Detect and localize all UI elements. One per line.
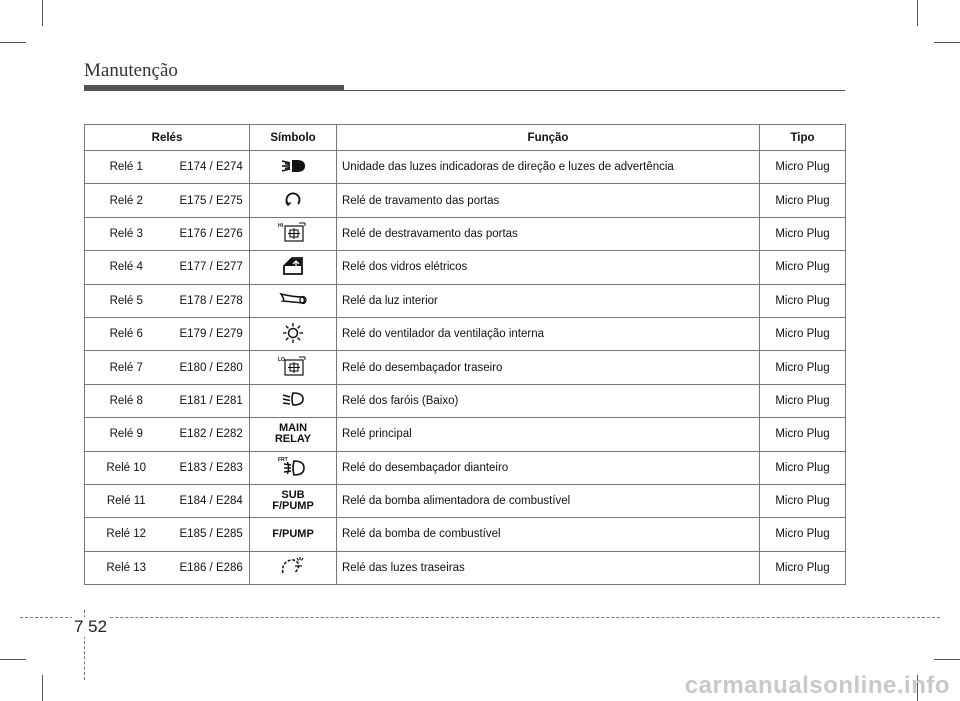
table-row bbox=[85, 317, 846, 350]
column-header-simbolo: Símbolo bbox=[250, 125, 337, 151]
table-row bbox=[85, 418, 846, 451]
relay-lo-icon bbox=[277, 355, 309, 380]
relay-code-cell: E183 / E283 bbox=[168, 451, 250, 484]
relay-symbol-cell bbox=[250, 317, 337, 350]
table-row bbox=[85, 551, 846, 584]
relay-type-cell: Micro Plug bbox=[760, 484, 846, 517]
table-row bbox=[85, 384, 846, 417]
relay-symbol-cell bbox=[250, 451, 337, 484]
relay-type-cell: Micro Plug bbox=[760, 451, 846, 484]
table-row bbox=[85, 451, 846, 484]
relay-type-cell: Micro Plug bbox=[760, 184, 846, 217]
power-window-icon bbox=[281, 256, 305, 279]
section-title: Manutenção bbox=[84, 60, 178, 81]
relay-function-cell: Relé dos vidros elétricos bbox=[337, 251, 760, 284]
relay-table bbox=[84, 124, 846, 585]
relay-code-cell: E177 / E277 bbox=[168, 251, 250, 284]
table-header-row bbox=[85, 125, 846, 151]
relay-name-cell: Relé 4 bbox=[85, 251, 168, 284]
relay-function-cell: Relé do ventilador da ventilação interna bbox=[337, 317, 760, 350]
relay-code-cell: E174 / E274 bbox=[168, 151, 250, 184]
relay-type-cell: Micro Plug bbox=[760, 551, 846, 584]
relay-function-cell: Relé principal bbox=[337, 418, 760, 451]
relay-code-cell: E179 / E279 bbox=[168, 317, 250, 350]
relay-symbol-cell bbox=[250, 518, 337, 551]
relay-function-cell: Relé dos faróis (Baixo) bbox=[337, 384, 760, 417]
horn-icon bbox=[279, 291, 307, 310]
relay-code-cell: E186 / E286 bbox=[168, 551, 250, 584]
relay-symbol-cell bbox=[250, 384, 337, 417]
table-row bbox=[85, 184, 846, 217]
low-beam-icon bbox=[281, 390, 305, 411]
relay-function-cell: Relé de travamento das portas bbox=[337, 184, 760, 217]
relay-symbol-cell bbox=[250, 418, 337, 451]
svg-text:LO: LO bbox=[278, 357, 285, 364]
column-header-tipo: Tipo bbox=[760, 125, 846, 151]
relay-symbol-cell bbox=[250, 251, 337, 284]
relay-symbol-cell bbox=[250, 551, 337, 584]
relay-code-cell: E176 / E276 bbox=[168, 217, 250, 250]
turn-signal-hazard-icon bbox=[279, 157, 307, 178]
relay-name-cell: Relé 11 bbox=[85, 484, 168, 517]
relay-function-cell: Relé da luz interior bbox=[337, 284, 760, 317]
table-row bbox=[85, 284, 846, 317]
table-row bbox=[85, 217, 846, 250]
table-row bbox=[85, 484, 846, 517]
column-header-funcao: Função bbox=[337, 125, 760, 151]
relay-name-cell: Relé 9 bbox=[85, 418, 168, 451]
crop-mark bbox=[0, 42, 26, 43]
relay-name-cell: Relé 1 bbox=[85, 151, 168, 184]
relay-symbol-cell bbox=[250, 151, 337, 184]
relay-function-cell: Relé do desembaçador dianteiro bbox=[337, 451, 760, 484]
crop-mark bbox=[934, 42, 960, 43]
relay-type-cell: Micro Plug bbox=[760, 151, 846, 184]
relay-name-cell: Relé 2 bbox=[85, 184, 168, 217]
crop-mark bbox=[42, 0, 43, 26]
tail-lamp-icon bbox=[280, 555, 306, 580]
relay-type-cell: Micro Plug bbox=[760, 317, 846, 350]
crop-mark bbox=[42, 675, 43, 701]
relay-name-cell: Relé 6 bbox=[85, 317, 168, 350]
relay-name-cell: Relé 3 bbox=[85, 217, 168, 250]
relay-code-cell: E181 / E281 bbox=[168, 384, 250, 417]
relay-code-cell: E180 / E280 bbox=[168, 351, 250, 384]
relay-code-cell: E182 / E282 bbox=[168, 418, 250, 451]
watermark: carmanualsonline.info bbox=[684, 672, 950, 699]
relay-hi-icon bbox=[277, 221, 309, 246]
relay-type-cell: Micro Plug bbox=[760, 284, 846, 317]
relay-type-cell: Micro Plug bbox=[760, 384, 846, 417]
door-lock-icon bbox=[282, 189, 304, 212]
relay-code-cell: E178 / E278 bbox=[168, 284, 250, 317]
relay-symbol-cell bbox=[250, 484, 337, 517]
relay-symbol-cell bbox=[250, 284, 337, 317]
sun-light-icon bbox=[282, 322, 304, 347]
svg-text:HI: HI bbox=[278, 223, 283, 230]
title-underline-bar bbox=[84, 85, 344, 91]
relay-name-cell: Relé 13 bbox=[85, 551, 168, 584]
crop-mark bbox=[934, 659, 960, 660]
table-row bbox=[85, 351, 846, 384]
table-row bbox=[85, 151, 846, 184]
relay-function-cell: Relé de destravamento das portas bbox=[337, 217, 760, 250]
relay-name-cell: Relé 5 bbox=[85, 284, 168, 317]
relay-symbol-text: MAIN RELAY bbox=[274, 422, 312, 446]
table-row bbox=[85, 251, 846, 284]
relay-symbol-cell bbox=[250, 217, 337, 250]
relay-type-cell: Micro Plug bbox=[760, 418, 846, 451]
page-number: 7 52 bbox=[74, 617, 108, 636]
relay-name-cell: Relé 12 bbox=[85, 518, 168, 551]
relay-symbol-text: F/PUMP bbox=[272, 528, 314, 541]
relay-name-cell: Relé 7 bbox=[85, 351, 168, 384]
relay-type-cell: Micro Plug bbox=[760, 351, 846, 384]
relay-type-cell: Micro Plug bbox=[760, 217, 846, 250]
relay-rows bbox=[85, 151, 846, 585]
front-fog-icon bbox=[277, 455, 309, 480]
relay-name-cell: Relé 10 bbox=[85, 451, 168, 484]
relay-function-cell: Relé das luzes traseiras bbox=[337, 551, 760, 584]
relay-symbol-cell bbox=[250, 351, 337, 384]
crop-mark bbox=[917, 0, 918, 26]
relay-code-cell: E184 / E284 bbox=[168, 484, 250, 517]
relay-type-cell: Micro Plug bbox=[760, 251, 846, 284]
column-header-reles: Relés bbox=[85, 125, 250, 151]
relay-type-cell: Micro Plug bbox=[760, 518, 846, 551]
table-row bbox=[85, 518, 846, 551]
relay-code-cell: E185 / E285 bbox=[168, 518, 250, 551]
crop-mark bbox=[0, 659, 26, 660]
svg-text:FRT: FRT bbox=[278, 457, 288, 464]
relay-function-cell: Relé da bomba de combustível bbox=[337, 518, 760, 551]
relay-code-cell: E175 / E275 bbox=[168, 184, 250, 217]
relay-function-cell: Relé do desembaçador traseiro bbox=[337, 351, 760, 384]
relay-name-cell: Relé 8 bbox=[85, 384, 168, 417]
relay-function-cell: Relé da bomba alimentadora de combustível bbox=[337, 484, 760, 517]
relay-symbol-text: SUB F/PUMP bbox=[272, 489, 314, 513]
title-underline-rule bbox=[344, 90, 845, 91]
relay-function-cell: Unidade das luzes indicadoras de direção e luzes de advertência bbox=[337, 151, 760, 184]
footer-dashed-rule bbox=[20, 617, 940, 618]
relay-symbol-cell bbox=[250, 184, 337, 217]
